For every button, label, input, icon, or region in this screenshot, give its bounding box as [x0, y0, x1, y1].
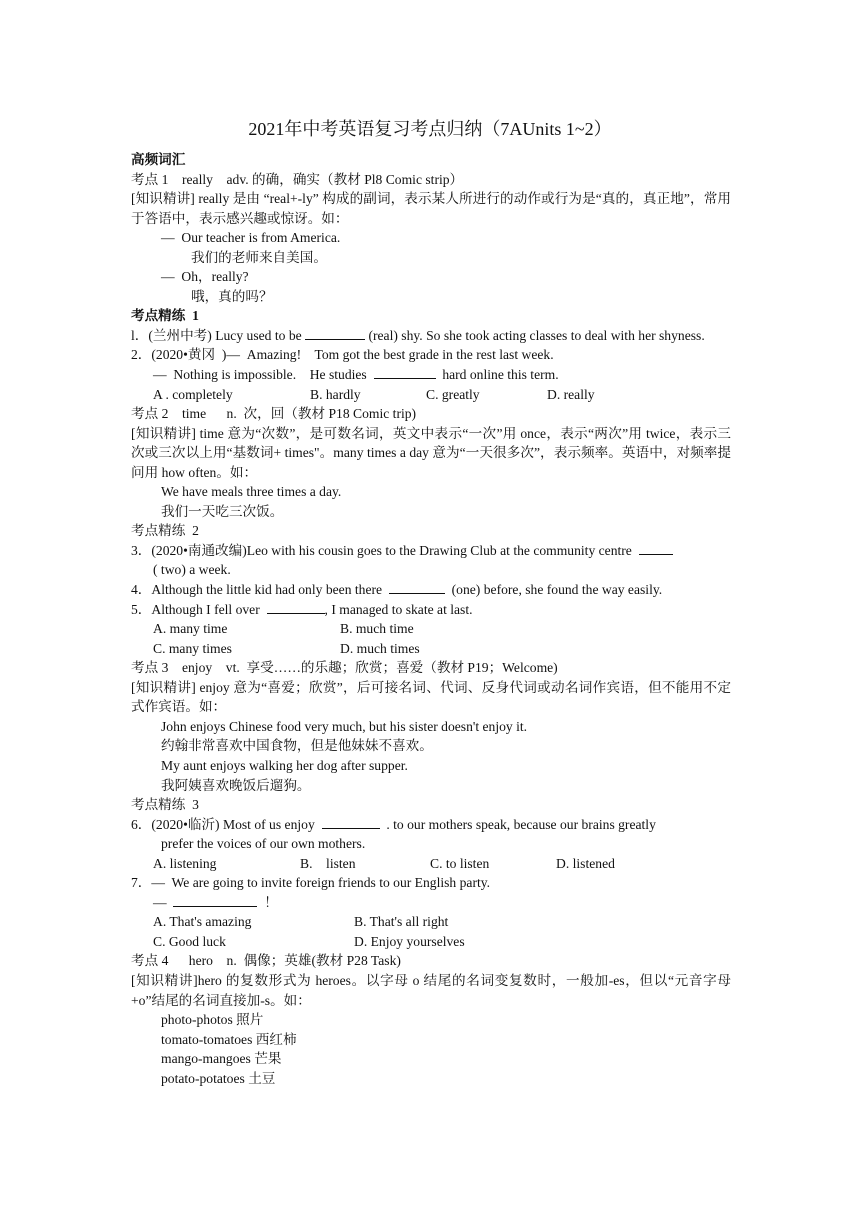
option-c[interactable]: C. to listen: [430, 855, 490, 871]
point-3-explanation: [知识精讲] enjoy 意为“喜爱；欣赏”，后可接名词、代词、反身代词或动名词作宾语，但不能用不定式作宾语。如：: [131, 679, 731, 715]
question-7-options: [131, 932, 731, 952]
point-1-heading: 考点 1 really adv. 的确，确实（教材 Pl8 Comic strip）: [131, 171, 464, 187]
option-b[interactable]: B. That's all right: [354, 914, 449, 930]
question-7-options: [131, 912, 731, 932]
example-en: We have meals three times a day.: [161, 484, 342, 500]
option-b[interactable]: B. listen: [300, 855, 356, 871]
option-d[interactable]: D. listened: [556, 855, 615, 871]
point-4-heading: 考点 4 hero n. 偶像；英雄(教材 P28 Task): [131, 953, 401, 969]
question-6: 6．(2020•临沂) Most of us enjoy . to our mothers speak, because our brains greatly: [131, 816, 656, 832]
question-6-options: [131, 854, 731, 874]
answer-blank[interactable]: [267, 600, 325, 614]
option-c[interactable]: C. Good luck: [153, 933, 226, 949]
word-item: tomato-tomatoes 西红柿: [161, 1031, 297, 1047]
practice-heading: 考点精练 2: [131, 523, 199, 539]
question-1: l．(兰州中考) Lucy used to be (real) shy. So she took acting classes to deal with her shyness.: [131, 327, 705, 343]
example-zh: 我们的老师来自美国。: [191, 249, 327, 265]
option-a[interactable]: A. listening: [153, 855, 217, 871]
option-c[interactable]: C. greatly: [426, 386, 480, 402]
answer-blank[interactable]: [305, 326, 365, 340]
point-1-explanation: [知识精讲] really 是由 “real+-ly” 构成的副词，表示某人所进行的动作或行为是“真的，真正地”，常用于答语中，表示感兴趣或惊讶。如：: [131, 191, 731, 226]
question-7-line2: — ！: [153, 894, 278, 910]
example-en: — Our teacher is from America.: [161, 230, 341, 246]
practice-heading: 考点精练 1: [131, 308, 199, 324]
option-c[interactable]: C. many times: [153, 640, 232, 656]
option-d[interactable]: D. Enjoy yourselves: [354, 933, 465, 949]
question-3: 3．(2020•南通改编)Leo with his cousin goes to the Drawing Club at the community centre: [131, 541, 731, 561]
word-item: mango-mangoes 芒果: [161, 1051, 282, 1067]
word-item: photo-photos 照片: [161, 1012, 264, 1028]
question-4: 4．Although the little kid had only been there (one) before, she found the way easily.: [131, 582, 663, 598]
practice-heading: 考点精练 3: [131, 797, 199, 813]
word-item: potato-potatoes 土豆: [161, 1070, 276, 1086]
example-zh: 我阿姨喜欢晚饭后遛狗。: [161, 777, 311, 793]
point-3-heading: 考点 3 enjoy vt. 享受……的乐趣；欣赏；喜爱（教材 P19；Welcome): [131, 660, 558, 676]
question-7: 7．— We are going to invite foreign friends to our English party.: [131, 875, 491, 891]
question-5-options: [131, 619, 731, 639]
question-2: 2．(2020•黄冈 )— Amazing! Tom got the best grade in the rest last week.: [131, 347, 554, 363]
answer-blank[interactable]: [173, 893, 257, 907]
answer-blank[interactable]: [374, 365, 436, 379]
question-3-line2: ( two) a week.: [153, 562, 231, 578]
option-a[interactable]: A. many time: [153, 621, 228, 637]
point-4-explanation: [知识精讲]hero 的复数形式为 heroes。以字母 o 结尾的名词变复数时，一般加-es，但以“元音字母+o”结尾的名词直接加-s。如：: [131, 972, 731, 1008]
section-heading: 高频词汇: [131, 152, 186, 167]
question-5-options: [131, 639, 731, 659]
question-5: 5．Although I fell over , I managed to skate at last.: [131, 601, 473, 617]
answer-blank[interactable]: [322, 815, 380, 829]
question-2-options: [131, 385, 731, 405]
example-zh: 我们一天吃三次饭。: [161, 503, 284, 519]
question-2-line2: — Nothing is impossible. He studies hard online this term.: [153, 367, 559, 383]
option-d[interactable]: D. much times: [340, 640, 420, 656]
page-title: 2021年中考英语复习考点归纳（7AUnits 1~2）: [248, 119, 612, 139]
option-a[interactable]: A. That's amazing: [153, 914, 252, 930]
option-b[interactable]: B. much time: [340, 621, 414, 637]
option-a[interactable]: A . completely: [153, 386, 233, 402]
option-d[interactable]: D. really: [547, 386, 595, 402]
example-zh: 哦，真的吗？: [191, 288, 273, 304]
example-en: — Oh，really?: [161, 269, 249, 285]
point-2-explanation: [知识精讲] time 意为“次数”，是可数名词，英文中表示“一次”用 once，表示“两次”用 twice，表示三次或三次以上用“基数词+ times"。many times a day 意为“一天很多次”，表示频率。英语中，对频率提问用 how often。如：: [131, 425, 731, 480]
example-zh: 约翰非常喜欢中国食物，但是他妹妹不喜欢。: [161, 738, 433, 754]
answer-blank[interactable]: [389, 580, 445, 594]
option-b[interactable]: B. hardly: [310, 386, 361, 402]
example-en: My aunt enjoys walking her dog after supper.: [161, 757, 408, 773]
document-body: [131, 150, 731, 1088]
point-2-heading: 考点 2 time n. 次，回（教材 P18 Comic trip): [131, 406, 417, 422]
question-6-line2: prefer the voices of our own mothers.: [161, 836, 366, 852]
answer-blank[interactable]: [639, 541, 673, 555]
example-en: John enjoys Chinese food very much, but his sister doesn't enjoy it.: [161, 718, 528, 734]
